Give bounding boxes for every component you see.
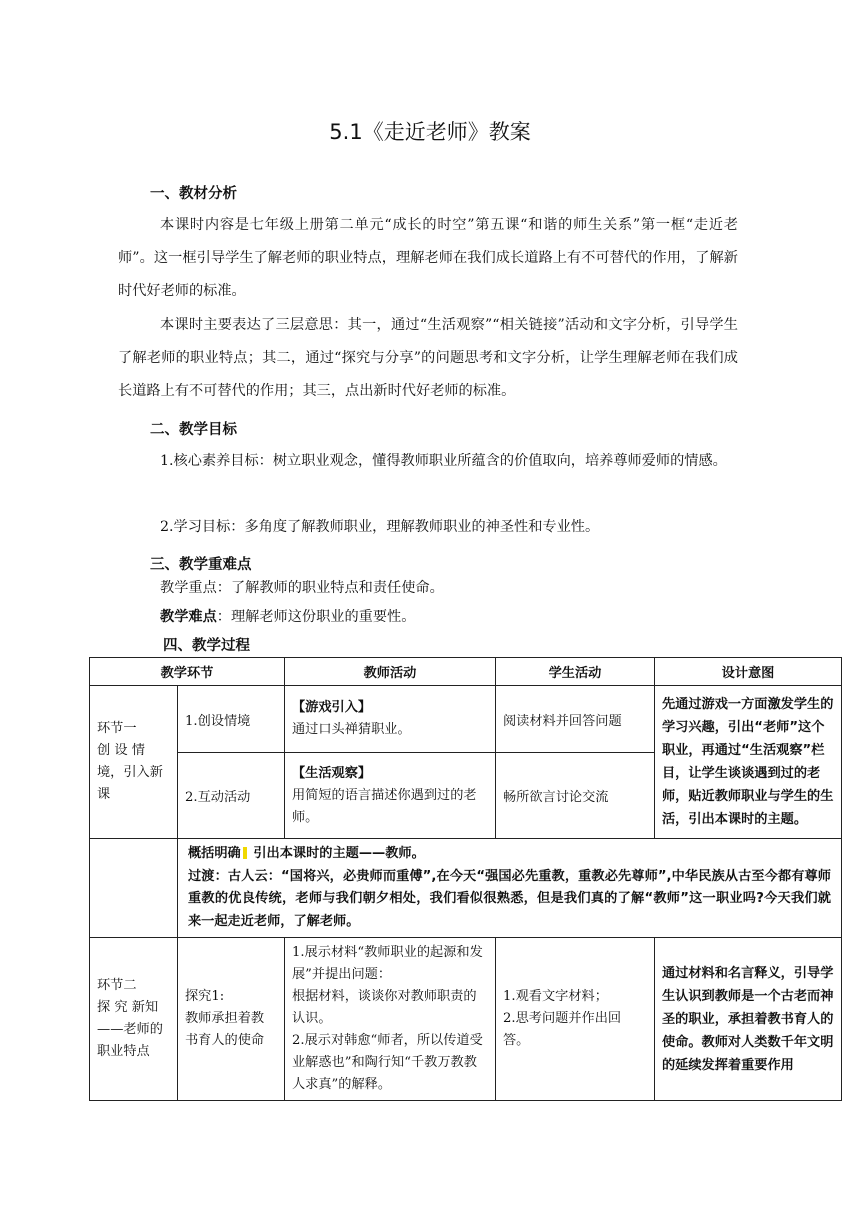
section-heading-analysis: 一、教材分析 xyxy=(150,186,237,202)
stage-1-label-continued xyxy=(90,839,178,938)
stage-1-student-1: 阅读材料并回答问题 xyxy=(496,686,655,753)
table-row xyxy=(90,839,842,938)
stage-1-teacher-2 xyxy=(285,753,496,839)
stage-2-student: 1.观看文字材料； 2.思考问题并作出回答。 xyxy=(496,938,655,1101)
stage-1-sub-1: 1.创设情境 xyxy=(178,686,285,753)
teacher-activity-text: 通过口头禅猜职业。 xyxy=(292,722,411,737)
header-intent: 设计意图 xyxy=(655,658,842,686)
stage-1-summary xyxy=(178,839,842,938)
difficulty-label: 教学难点 xyxy=(160,609,217,625)
goals-paragraph-2: 2.学习目标：多角度了解教师职业，理解教师职业的神圣性和专业性。 xyxy=(160,519,600,535)
table-row xyxy=(90,686,842,753)
difficulty-text: ：理解老师这份职业的重要性。 xyxy=(216,609,416,625)
teacher-activity-text: 用简短的语言描述你遇到过的老师。 xyxy=(292,787,477,825)
header-teacher: 教师活动 xyxy=(285,658,496,686)
document-title: 5.1《走近老师》教案 xyxy=(329,120,531,144)
stage-2-teacher: 1.展示材料“教师职业的起源和发展”并提出问题： 根据材料，谈谈你对教师职责的认识。 2.展示对韩愈“师者，所以传道受业解惑也”和陶行知“千教万教教人求真”的解释。 xyxy=(285,938,496,1101)
summary-line xyxy=(188,843,831,866)
teacher-activity-title: 【游戏引入】 xyxy=(292,700,372,715)
header-stage: 教学环节 xyxy=(90,658,285,686)
goals-paragraph-1: 1.核心素养目标：树立职业观念，懂得教师职业所蕴含的价值取向，培养尊师爱师的情感。 xyxy=(160,453,727,469)
section-heading-key-points: 三、教学重难点 xyxy=(150,557,252,573)
stage-1-student-2: 畅所欲言讨论交流 xyxy=(496,753,655,839)
lesson-process-table xyxy=(89,657,842,1101)
stage-1-sub-2: 2.互动活动 xyxy=(178,753,285,839)
analysis-paragraph-2: 本课时主要表达了三层意思：其一，通过“生活观察”“相关链接”活动和文字分析，引导学生了解老师的职业特点；其二，通过“探究与分享”的问题思考和文字分析，让学生理解老师在我们成长道路上有不可替代的作用；其三，点出新时代好老师的标准。 xyxy=(118,317,738,399)
stage-2-label: 环节二 探 究 新知——老师的职业特点 xyxy=(90,938,178,1101)
highlight-mark xyxy=(243,847,247,859)
header-student: 学生活动 xyxy=(496,658,655,686)
table-row xyxy=(90,938,842,1101)
transition-text: 过渡：古人云：“国将兴，必贵师而重傅”,在今天“强国必先重教，重教必先尊师”,中华民族从古至今都有尊师重教的优良传统，老师与我们朝夕相处，我们看似很熟悉，但是我们真的了解“教师”这一职业吗?今天我们就来一起走近老师，了解老师。 xyxy=(188,868,831,929)
stage-2-sub: 探究1: 教师承担着教书育人的使命 xyxy=(178,938,285,1101)
section-heading-process: 四、教学过程 xyxy=(163,638,250,654)
stage-1-label: 环节一 创 设 情境，引入新课 xyxy=(90,686,178,839)
stage-1-teacher-1 xyxy=(285,686,496,753)
summary-text: 引出本课时的主题——教师。 xyxy=(253,846,425,861)
stage-2-intent: 通过材料和名言释义，引导学生认识到教师是一个古老而神圣的职业，承担着教书育人的使命。教师对人类数千年文明的延续发挥着重要作用 xyxy=(655,938,842,1101)
key-point-line: 教学重点：了解教师的职业特点和责任使命。 xyxy=(160,580,444,596)
section-heading-goals: 二、教学目标 xyxy=(150,422,237,438)
teacher-activity-title: 【生活观察】 xyxy=(292,765,372,781)
table-header-row xyxy=(90,658,842,686)
analysis-paragraph-1: 本课时内容是七年级上册第二单元“成长的时空”第五课“和谐的师生关系”第一框“走近老师”。这一框引导学生了解老师的职业特点，理解老师在我们成长道路上有不可替代的作用，了解新时代好老师的标准。 xyxy=(118,217,738,299)
difficulty-line xyxy=(160,606,415,626)
summary-label: 概括明确 xyxy=(188,846,241,861)
stage-1-intent: 先通过游戏一方面激发学生的学习兴趣，引出“老师”这个职业，再通过“生活观察”栏目，让学生谈谈遇到过的老师，贴近教师职业与学生的生活，引出本课时的主题。 xyxy=(655,686,842,839)
